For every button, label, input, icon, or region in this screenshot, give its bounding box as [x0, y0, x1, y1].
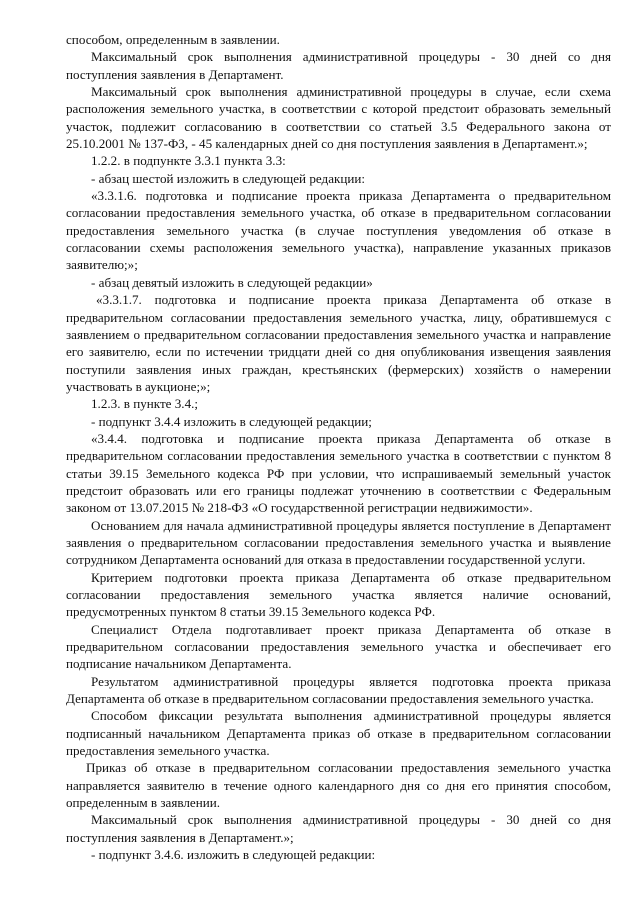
paragraph-7: - абзац девятый изложить в следующей редакции» [91, 274, 373, 290]
paragraph-2: Максимальный срок выполнения административной процедуры - 30 дней со дня поступления заявления в Департамент. [66, 49, 611, 82]
paragraph-10: - подпункт 3.4.4 изложить в следующей редакции; [91, 413, 372, 429]
paragraph-15: Результатом административной процедуры является подготовка проекта приказа Департамента об отказе в предварительном согласовании предоставления земельного участка. [66, 673, 611, 707]
paragraph-11: «3.4.4. подготовка и подписание проекта приказа Департамента об отказе в предварительном согласовании предоставления земельного участка в соответствии с пунктом 8 статьи 39.15 Земельного кодекса РФ при условии, что испрашиваемый земельный участок предстоит образовать или его границы подлежат уточнению в соответствии с Федеральным законом от 13.07.2015 № 218-ФЗ «О государственной регистрации недвижимости». [66, 430, 611, 516]
paragraph-19: - подпункт 3.4.6. изложить в следующей редакции: [91, 847, 376, 863]
document-page [66, 31, 611, 864]
paragraph-18: Максимальный срок выполнения административной процедуры - 30 дней со дня поступления заявления в Департамент.»; [66, 812, 611, 845]
paragraph-1: способом, определенным в заявлении. [66, 32, 280, 47]
paragraph-16: Способом фиксации результата выполнения административной процедуры является подписанный начальником Департамента приказ об отказе в предварительном согласовании предоставления земельного участка. [66, 708, 611, 759]
paragraph-6: «3.3.1.6. подготовка и подписание проекта приказа Департамента о предварительном согласовании предоставления земельного участка, об отказе в предварительном согласовании предоставления земельного участка (в случае поступления уведомления об отказе в согласовании схемы расположения земельного участка), направление указанных приказов заявителю;»; [66, 188, 611, 273]
paragraph-17: Приказ об отказе в предварительном согласовании предоставления земельного участка направляется заявителю в течение одного календарного дня со дня его принятия способом, определенным в заявлении. [66, 760, 611, 811]
paragraph-5: - абзац шестой изложить в следующей редакции: [91, 170, 366, 186]
paragraph-8: «3.3.1.7. подготовка и подписание проекта приказа Департамента об отказе в предварительном согласовании предоставления земельного участка, лицу, обратившемуся с заявлением о предварительном согласовании предоставления земельного участка и направление его заявителю, если по истечении тридцати дней со дня опубликования извещения заявления поступили заявления иных граждан, крестьянских (фермерских) хозяйств о намерении участвовать в аукционе;»; [66, 292, 611, 394]
paragraph-14: Специалист Отдела подготавливает проект приказа Департамента об отказе в предварительном согласовании предоставления земельного участка и обеспечивает его подписание начальником Департамента. [66, 621, 611, 672]
paragraph-9: 1.2.3. в пункте 3.4.; [91, 396, 199, 412]
paragraph-4: 1.2.2. в подпункте 3.3.1 пункта 3.3: [91, 153, 286, 169]
paragraph-12: Основанием для начала административной процедуры является поступление в Департамент заявления о предварительном согласовании предоставления земельного участка и выявление сотрудником Департамента оснований для отказа в предоставлении государственной услуги. [66, 517, 611, 568]
paragraph-3: Максимальный срок выполнения административной процедуры в случае, если схема расположения земельного участка, в соответствии с которой предстоит образовать земельный участок, подлежит согласованию в соответствии со статьей 3.5 Федерального закона от 25.10.2001 № 137-ФЗ, - 45 календарных дней со дня поступления заявления в Департамент.»; [66, 84, 611, 152]
paragraph-13: Критерием подготовки проекта приказа Департамента об отказе предварительном согласовании предоставления земельного участка является наличие оснований, предусмотренных пунктом 8 статьи 39.15 Земельного кодекса РФ. [66, 569, 611, 620]
